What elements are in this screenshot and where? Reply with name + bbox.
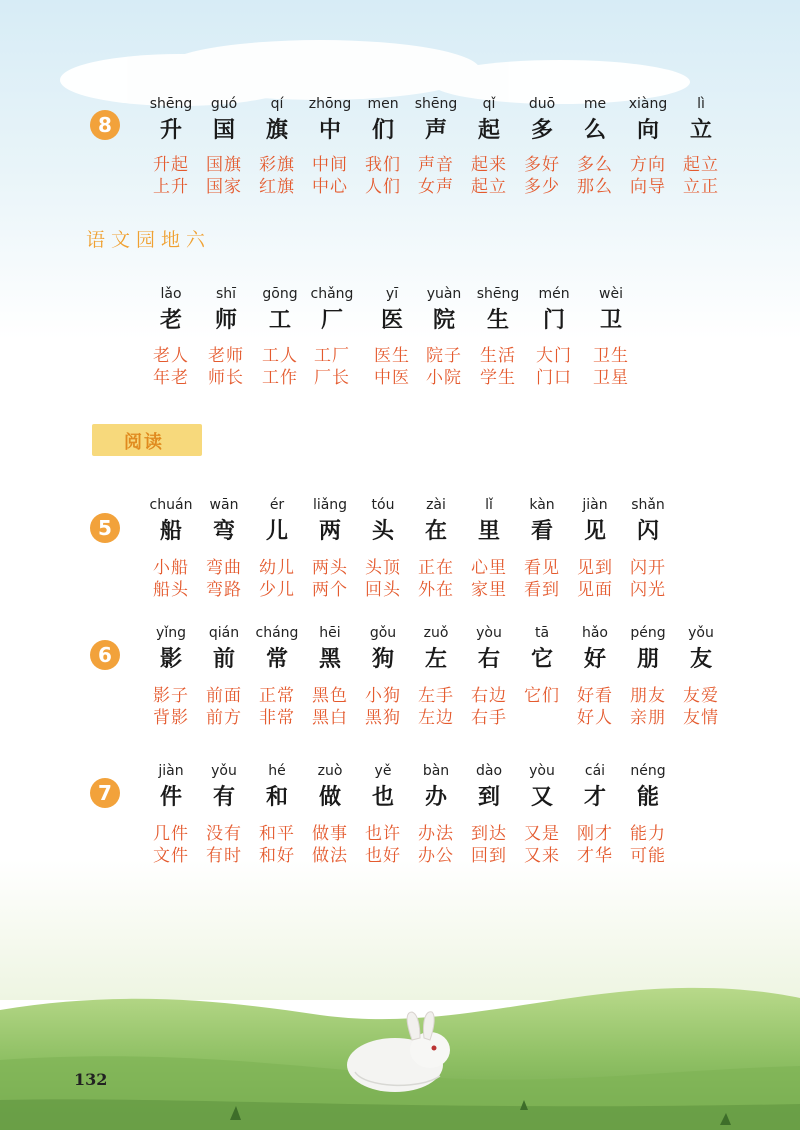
lesson-number-badge: 7: [90, 778, 120, 808]
word: 它们: [524, 686, 560, 706]
word: 做事: [312, 824, 348, 844]
character: 头: [371, 518, 394, 544]
word: 能力: [630, 824, 666, 844]
word: 好看: [577, 686, 613, 706]
pinyin: hēi: [319, 625, 341, 641]
word: 到达: [471, 824, 507, 844]
lesson-number-badge: 8: [90, 110, 120, 140]
word: 可能: [630, 846, 666, 866]
pinyin: yě: [374, 763, 392, 779]
word: 小船: [153, 558, 189, 578]
character: 也: [371, 784, 394, 810]
word: 看见: [524, 558, 560, 578]
character: 儿: [265, 518, 288, 544]
character: 里: [477, 518, 500, 544]
pinyin: wān: [209, 497, 239, 513]
character: 工: [268, 307, 291, 333]
word: 影子: [153, 686, 189, 706]
character: 弯: [212, 518, 235, 544]
word: 见到: [577, 558, 613, 578]
lesson-number-badge: 6: [90, 640, 120, 670]
character: 院: [432, 307, 455, 333]
pinyin: liǎng: [312, 497, 348, 513]
character: 和: [265, 784, 288, 810]
word: 向导: [630, 177, 666, 197]
pinyin: zuò: [317, 763, 343, 779]
word: 红旗: [259, 177, 295, 197]
word: 声音: [418, 155, 454, 175]
word: 左边: [418, 708, 454, 728]
pinyin: shǎn: [631, 497, 665, 513]
character: 师: [214, 307, 237, 333]
word: 上升: [153, 177, 189, 197]
word: 多好: [524, 155, 560, 175]
character: 影: [159, 646, 182, 672]
character: 立: [689, 117, 712, 143]
word: 大门: [536, 346, 572, 366]
word: 右手: [471, 708, 507, 728]
word: 师长: [208, 368, 244, 388]
word: 生活: [480, 346, 516, 366]
character: 么: [583, 117, 606, 143]
word: 老人: [153, 346, 189, 366]
character: 升: [159, 117, 182, 143]
reading-section-label: 阅读: [124, 432, 164, 453]
word: 办公: [418, 846, 454, 866]
character: 两: [318, 518, 341, 544]
word: 厂长: [314, 368, 350, 388]
pinyin: lǐ: [485, 497, 493, 513]
pinyin: mén: [538, 286, 570, 302]
pinyin: zhōng: [308, 96, 352, 112]
pinyin: yòu: [476, 625, 502, 641]
character: 好: [583, 646, 606, 672]
pinyin: xiàng: [628, 96, 668, 112]
word: 老师: [208, 346, 244, 366]
word: 几件: [153, 824, 189, 844]
word: 非常: [259, 708, 295, 728]
word: 才华: [577, 846, 613, 866]
word: 船头: [153, 580, 189, 600]
pinyin: jiàn: [158, 763, 184, 779]
word: 国家: [206, 177, 242, 197]
word: 幼儿: [259, 558, 295, 578]
pinyin: dào: [475, 763, 503, 779]
word: 有时: [206, 846, 242, 866]
word: 左手: [418, 686, 454, 706]
pinyin: kàn: [529, 497, 555, 513]
word: 卫生: [593, 346, 629, 366]
pinyin: gǒu: [369, 625, 397, 641]
word: 也好: [365, 846, 401, 866]
word: 弯路: [206, 580, 242, 600]
word: 前方: [206, 708, 242, 728]
word: 医生: [374, 346, 410, 366]
word: 门口: [536, 368, 572, 388]
character: 狗: [371, 646, 394, 672]
character: 见: [583, 518, 606, 544]
word: 中医: [374, 368, 410, 388]
pinyin: tóu: [371, 497, 395, 513]
word: 闪开: [630, 558, 666, 578]
pinyin: gōng: [262, 286, 298, 302]
word: 看到: [524, 580, 560, 600]
word: 我们: [365, 155, 401, 175]
character: 它: [530, 646, 553, 672]
word: 黑狗: [365, 708, 401, 728]
word: 起来: [471, 155, 507, 175]
character: 能: [636, 784, 659, 810]
pinyin: hé: [268, 763, 286, 779]
word: 亲朋: [630, 708, 666, 728]
pinyin: yuàn: [426, 286, 462, 302]
character: 右: [477, 646, 500, 672]
character: 厂: [320, 307, 343, 333]
word: 又来: [524, 846, 560, 866]
character: 多: [530, 117, 553, 143]
word: 女声: [418, 177, 454, 197]
word: 右边: [471, 686, 507, 706]
character: 门: [542, 307, 565, 333]
word: 少儿: [259, 580, 295, 600]
word: 友情: [683, 708, 719, 728]
word: 背影: [153, 708, 189, 728]
pinyin: wèi: [599, 286, 623, 302]
pinyin: tā: [534, 625, 550, 641]
pinyin: yǒu: [211, 763, 237, 779]
word: 办法: [418, 824, 454, 844]
word: 心里: [471, 558, 507, 578]
word: 那么: [577, 177, 613, 197]
word: 人们: [365, 177, 401, 197]
word: 起立: [471, 177, 507, 197]
word: 刚才: [577, 824, 613, 844]
word: 院子: [426, 346, 462, 366]
character: 左: [424, 646, 447, 672]
character: 做: [318, 784, 341, 810]
character: 起: [477, 117, 500, 143]
word: 朋友: [630, 686, 666, 706]
word: 黑白: [312, 708, 348, 728]
word: 彩旗: [259, 155, 295, 175]
word: 前面: [206, 686, 242, 706]
word: 起立: [683, 155, 719, 175]
word: 外在: [418, 580, 454, 600]
pinyin: chǎng: [310, 286, 354, 302]
character: 们: [371, 117, 394, 143]
word: 中心: [312, 177, 348, 197]
character: 闪: [636, 518, 659, 544]
pinyin: zuǒ: [423, 625, 449, 641]
word: 多么: [577, 155, 613, 175]
word: 文件: [153, 846, 189, 866]
character: 声: [424, 117, 447, 143]
word: 黑色: [312, 686, 348, 706]
pinyin: duō: [528, 96, 556, 112]
character: 办: [424, 784, 447, 810]
word: 多少: [524, 177, 560, 197]
character: 卫: [599, 307, 622, 333]
character: 前: [212, 646, 235, 672]
pinyin: péng: [630, 625, 666, 641]
word: 卫星: [593, 368, 629, 388]
pinyin: cái: [584, 763, 606, 779]
character: 向: [636, 117, 659, 143]
word: 回头: [365, 580, 401, 600]
pinyin: qǐ: [482, 96, 496, 112]
pinyin: shēng: [149, 96, 193, 112]
pinyin: jiàn: [582, 497, 608, 513]
word: 头顶: [365, 558, 401, 578]
character: 老: [159, 307, 182, 333]
word: 工厂: [314, 346, 350, 366]
character: 到: [477, 784, 500, 810]
character: 朋: [636, 646, 659, 672]
character: 黑: [318, 646, 341, 672]
word: 弯曲: [206, 558, 242, 578]
character: 中: [318, 117, 341, 143]
word: 也许: [365, 824, 401, 844]
pinyin: shēng: [414, 96, 458, 112]
word: 正在: [418, 558, 454, 578]
word: 小院: [426, 368, 462, 388]
pinyin: yǒu: [688, 625, 714, 641]
pinyin: men: [367, 96, 399, 112]
pinyin: yī: [385, 286, 399, 302]
word: 没有: [206, 824, 242, 844]
word: 做法: [312, 846, 348, 866]
pinyin: yǐng: [156, 625, 186, 641]
pinyin: néng: [630, 763, 666, 779]
pinyin: bàn: [422, 763, 450, 779]
word: 方向: [630, 155, 666, 175]
pinyin: lǎo: [160, 286, 182, 302]
pinyin: zài: [426, 497, 446, 513]
word: 小狗: [365, 686, 401, 706]
word: 家里: [471, 580, 507, 600]
word: 两个: [312, 580, 348, 600]
character: 国: [212, 117, 235, 143]
character: 常: [265, 646, 288, 672]
word: 两头: [312, 558, 348, 578]
pinyin: yòu: [529, 763, 555, 779]
pinyin: qián: [208, 625, 240, 641]
word: 友爱: [683, 686, 719, 706]
word: 立正: [683, 177, 719, 197]
pinyin: me: [583, 96, 607, 112]
pinyin: qí: [270, 96, 284, 112]
character: 旗: [265, 117, 288, 143]
character: 船: [159, 518, 182, 544]
pinyin: lì: [697, 96, 705, 112]
word: 国旗: [206, 155, 242, 175]
character: 又: [530, 784, 553, 810]
word: 正常: [259, 686, 295, 706]
character: 友: [689, 646, 712, 672]
word: 和好: [259, 846, 295, 866]
pinyin: shēng: [476, 286, 520, 302]
word: 和平: [259, 824, 295, 844]
word: 工作: [262, 368, 298, 388]
word: 学生: [480, 368, 516, 388]
unit-garden-title: 语文园地六: [86, 229, 212, 251]
word: 见面: [577, 580, 613, 600]
character: 生: [486, 307, 509, 333]
character: 医: [380, 307, 403, 333]
word: 又是: [524, 824, 560, 844]
pinyin: guó: [210, 96, 238, 112]
character: 在: [424, 518, 447, 544]
character: 看: [530, 518, 553, 544]
word: 回到: [471, 846, 507, 866]
pinyin: chuán: [149, 497, 193, 513]
word: 年老: [153, 368, 189, 388]
pinyin: hǎo: [581, 625, 609, 641]
pinyin: cháng: [255, 625, 299, 641]
character: 才: [583, 784, 606, 810]
pinyin: ér: [269, 497, 285, 513]
word: 升起: [153, 155, 189, 175]
character: 有: [212, 784, 235, 810]
pinyin: shī: [215, 286, 237, 302]
word: 好人: [577, 708, 613, 728]
page-number: 132: [74, 1070, 108, 1089]
word: 工人: [262, 346, 298, 366]
lesson-number-badge: 5: [90, 513, 120, 543]
word: 闪光: [630, 580, 666, 600]
character: 件: [159, 784, 182, 810]
word: 中间: [312, 155, 348, 175]
